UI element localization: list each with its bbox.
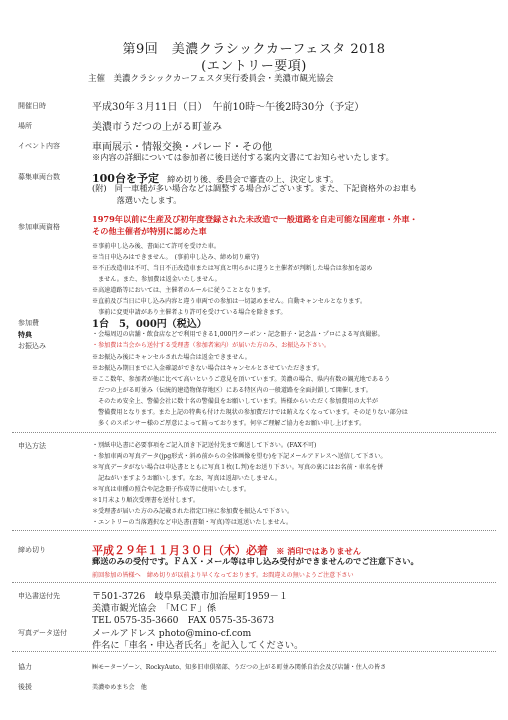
photo-instruction: 件名に「車名・申込者氏名」を記入してください。 (92, 640, 304, 651)
divider-1 (12, 432, 496, 433)
date-value: 平成30年３月11日（日） 午前10時〜午後2時30分（予定） (92, 102, 365, 113)
divider-3 (12, 582, 496, 583)
benefit-line-1: ・会場周辺の店舗・飲食店などで利用できる1,000円クーポン・記念冊子・記念品・プロによる写真撮影。 (92, 331, 384, 338)
eligibility-note-1: ※事前申し込み後、書面にて許可を受けた車。 (92, 243, 220, 250)
photo-label: 写真データ送付 (18, 629, 67, 637)
benefit-line-2: ・参加費は当会から送付する受理書（参加者案内）が届いた方のみ、お振込み下さい。 (92, 342, 331, 349)
application-line-5: ＊写真は車種の照合や記念冊子作成等に使用いたします。 (92, 486, 250, 493)
deadline-tail: ※ 消印ではありません (268, 546, 361, 556)
transfer-line-7: 多くのスポンサー様のご厚意によって賄っております。何卒ご理解ご協力をお願い申し上げます。 (92, 420, 366, 427)
transfer-line-3: ※ここ数年、参加者が他に比べて高いというご意見を頂いています。美濃の場合、県内有数の観光地であるう (92, 376, 391, 383)
cooperation-value: ㈱モーターゾーン、RockyAuto、知多旧車倶楽部、うだつの上がる町並み関係自治会及び店舗・住人の皆さ (92, 664, 387, 671)
divider-4 (12, 651, 496, 652)
eligibility-headline-1: 1979年以前に生産及び初年度登録された未改造で一般道路を自走可能な国産車・外車・ (92, 214, 418, 224)
deadline-note-2: 前回参加の皆様へ 締め切りが以前より早くなっております。お間違えの無いようご注意下さい (92, 572, 354, 579)
fee-value: 1台 5，000円（税込） (92, 319, 207, 330)
transfer-label: お振込み (18, 342, 46, 350)
event-note: ※内容の詳細については参加者に後日送付する案内文書にてお知らせいたします。 (92, 152, 394, 162)
document-subtitle: (エントリー要項) (201, 59, 307, 74)
application-line-1: ・別紙申込書に必要事項をご記入頂き下記送付先まで郵送して下さい。(FAX不可) (92, 442, 317, 449)
application-label: 申込方法 (18, 442, 46, 450)
eligibility-headline-2: その他主催者が特別に認めた車 (92, 226, 207, 236)
transfer-line-6: 警備費用となります。また上記の特典も付けた現状の参加費だけでは賄えなくなっています。その足りない部分は (92, 409, 408, 416)
eligibility-note-7: 事前に変更申請があり主催者より許可を受けている場合を除きます。 (92, 309, 287, 316)
address-line-1: 〒501-3726 岐阜県美濃市加治屋町1959－１ (92, 591, 289, 602)
cooperation-label: 協力 (18, 663, 32, 671)
address-label: 申込書送付先 (18, 592, 60, 600)
event-label: イベント内容 (18, 142, 60, 150)
venue-value: 美濃市うだつの上がる町並み (92, 122, 222, 133)
eligibility-label: 参加車両資格 (18, 223, 60, 231)
deadline-label: 締め切り (18, 546, 46, 554)
eligibility-note-3: ※不正改造車は不可、当日不正改造車または写真と明らかに違うと主催者が判断した場合は参加を認め (92, 265, 373, 272)
transfer-line-5: そのため安全上、警備会社に数十名の警備員をお願いしています。皆様からいただく参加費用の大半が (92, 398, 378, 405)
capacity-note-2: 落選いたします。 (92, 195, 182, 205)
event-value: 車両展示・情報交換・パレード・その他 (92, 142, 272, 153)
address-line-2: 美濃市観光協会 「ＭＣＦ」係 (92, 603, 217, 614)
application-line-6: ＊1月末より順次受理書を送付します。 (92, 497, 199, 504)
capacity-label: 募集車両台数 (18, 173, 60, 181)
application-line-3: ＊写真データがない場合は申込書とともに写真１枚(Ｌ判)をお送り下さい。写真の裏にはお名前・車名を併 (92, 464, 384, 471)
application-line-7: ＊受理書が届いた方のみ記載された指定口座に参加費を振込んで下さい。 (92, 508, 294, 515)
divider-2 (12, 530, 496, 531)
transfer-line-2: ※お振込み期日までに入金確認ができない場合はキャンセルとさせていただきます。 (92, 365, 324, 372)
application-line-8: ・エントリーの当落選択など申込書(書類・写真)等は返送いたしません。 (92, 519, 293, 526)
eligibility-note-2: ※当日申込みはできません。 (事前申し込み、締め切り厳守) (92, 254, 259, 261)
eligibility-note-6: ※直前及び当日に申し込み内容と違う車両での参加は一切認めません。自動キャンセルとなります。 (92, 298, 367, 305)
benefit-label: 特典 (18, 330, 32, 339)
photo-email[interactable]: メールアドレス photo@mino-cf.com (92, 628, 252, 639)
address-line-3: TEL 0575-35-3660 FAX 0575-35-3673 (92, 615, 275, 626)
fee-label: 参加費 (18, 319, 39, 327)
capacity-value: 100台を予定 (92, 172, 159, 185)
application-line-4: 記ねがいますようお願いします。なお、写真は返却いたしません。 (92, 475, 281, 482)
eligibility-note-4: ません。また、参加費は返金いたしません。 (92, 276, 221, 283)
deadline-value: 平成２９年１１月３０日（木）必着 (92, 544, 268, 557)
deadline-note-1: 郵送のみの受付です。ＦＡＸ・メール等は申し込み受付ができませんのでご注意下さい。 (92, 556, 419, 566)
organizer-line: 主催 美濃クラシックカーフェスタ実行委員会・美濃市観光協会 (88, 74, 334, 84)
document-title: 第9回 美濃クラシックカーフェスタ 2018 (122, 42, 386, 57)
capacity-tail: 締め切り後、委員会で審査の上、決定します。 (158, 174, 339, 184)
application-line-2: ・参加車両の写真データ(jpg形式・斜め前からの全体画像を望む)を下記メールアドレスへ送信して下さい。 (92, 453, 387, 460)
transfer-line-1: ※お振込み後にキャンセルされた場合は返金できません。 (92, 354, 251, 361)
support-label: 後援 (18, 683, 32, 691)
venue-label: 場所 (18, 122, 32, 130)
capacity-note-1: (附) 同一車種が多い場合などは調整する場合がございます。また、下記資格外のお車も (92, 183, 418, 193)
transfer-line-4: だつの上がる町並み（伝統的建造物保存地区）にある特区内の一般道路を全面封鎖して開催します。 (92, 387, 372, 394)
support-value: 美濃ゆめまち会 他 (92, 684, 147, 691)
date-label: 開催日時 (18, 102, 46, 110)
eligibility-note-5: ※高速道路等においては、主催者のルールに従うこととなります。 (92, 287, 275, 294)
